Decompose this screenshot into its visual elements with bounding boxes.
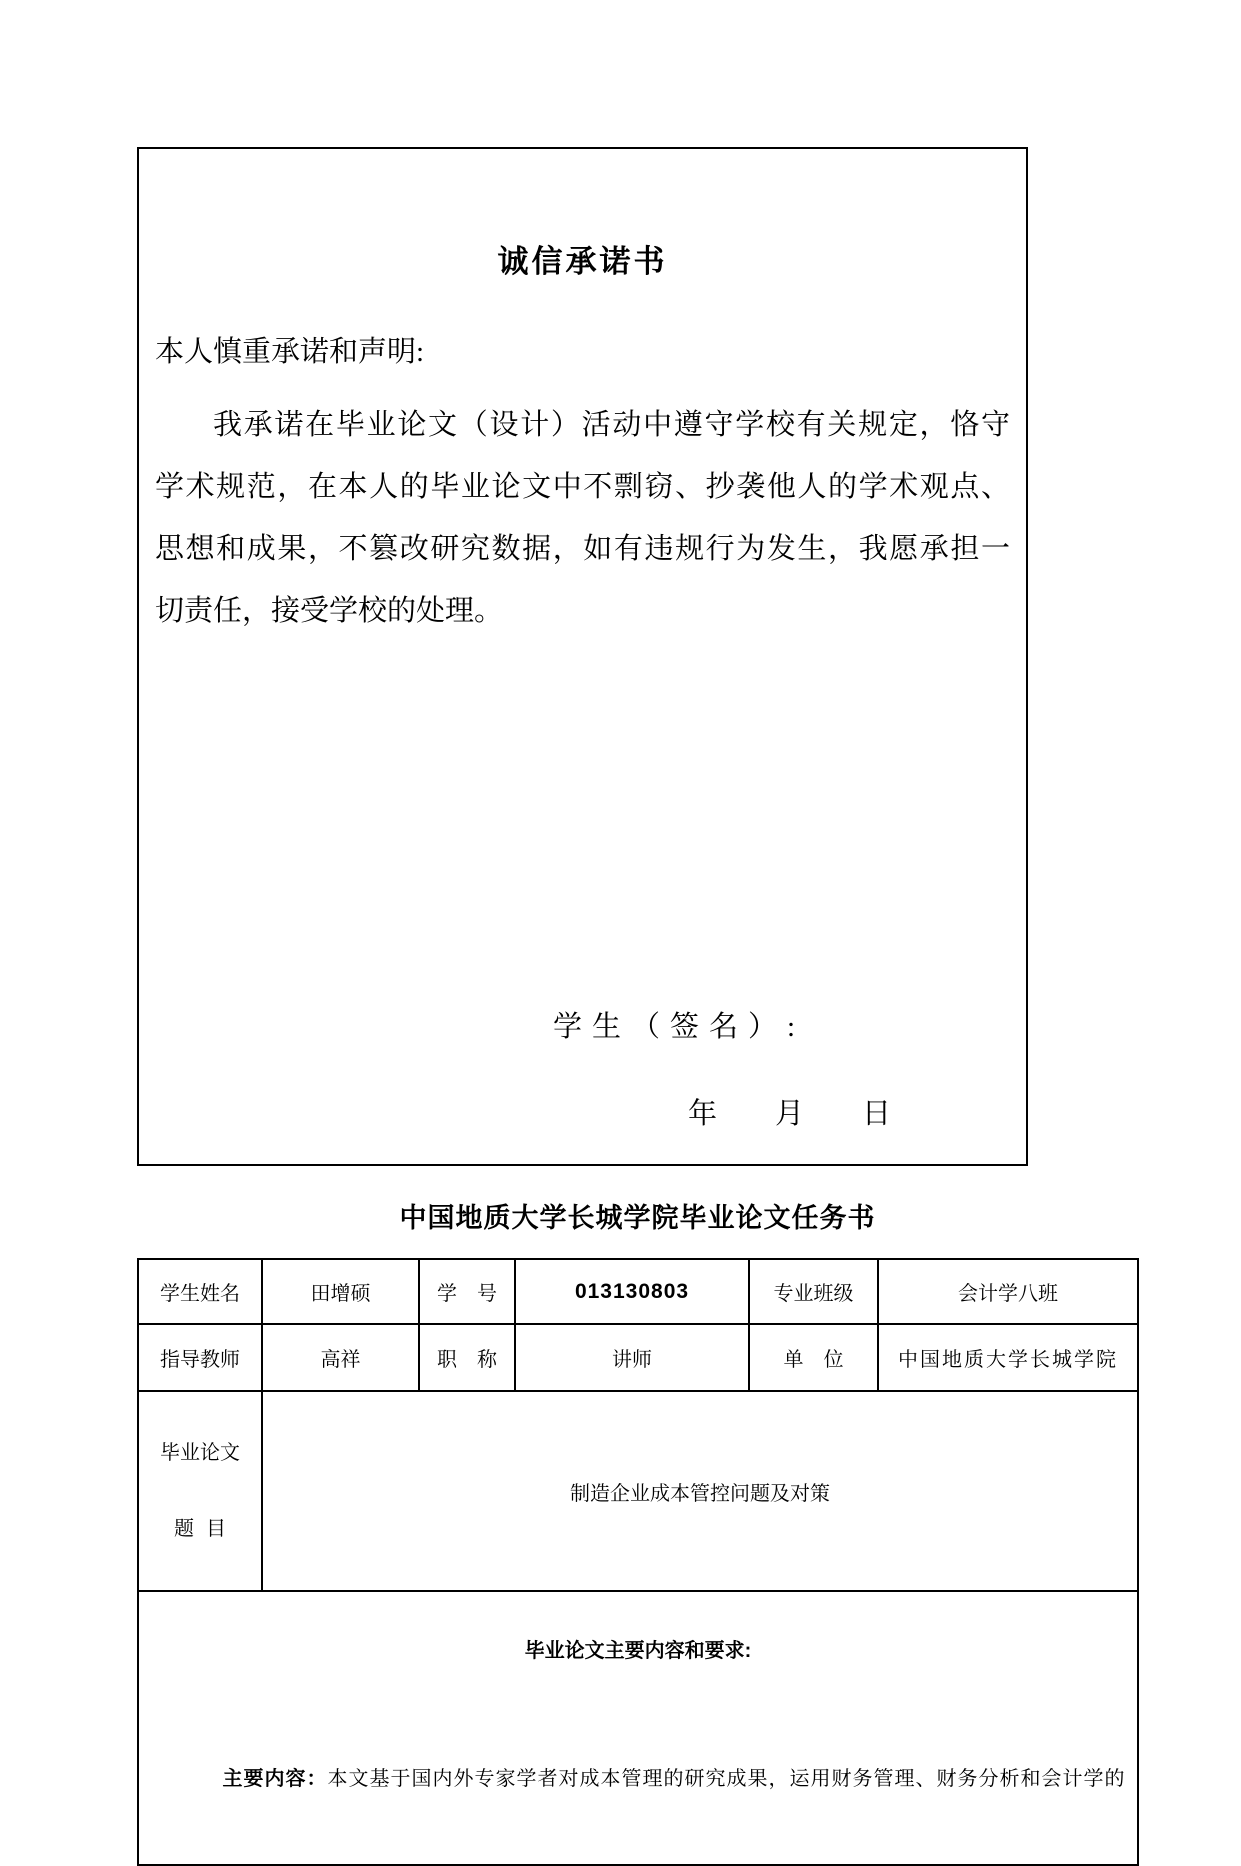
- unit-label: 单 位: [749, 1324, 878, 1391]
- date-line: 年 月 日: [688, 1098, 892, 1130]
- pledge-body-line: 切责任，接受学校的处理。: [155, 595, 504, 627]
- requirements-heading: 毕业论文主要内容和要求:: [524, 1640, 752, 1662]
- requirements-content-label: 主要内容：: [222, 1768, 328, 1790]
- student-id-label: 学 号: [419, 1259, 515, 1324]
- unit-value: 中国地质大学长城学院: [878, 1324, 1138, 1391]
- student-id-value: 013130803: [515, 1259, 749, 1324]
- table-row: [138, 1324, 1138, 1391]
- student-name-label: 学生姓名: [138, 1259, 262, 1324]
- class-label: 专业班级: [749, 1259, 878, 1324]
- taskbook-title: 中国地质大学长城学院毕业论文任务书: [399, 1203, 876, 1233]
- class-value: 会计学八班: [878, 1259, 1138, 1324]
- rank-label: 职 称: [419, 1324, 515, 1391]
- pledge-declaration: 本人慎重承诺和声明:: [155, 336, 425, 368]
- rank-value: 讲师: [515, 1324, 749, 1391]
- thesis-title-label-line1: 毕业论文: [160, 1442, 240, 1464]
- table-row: [138, 1259, 1138, 1324]
- taskbook-info-table: [137, 1258, 1139, 1866]
- student-signature-line: 学生（签名）:: [553, 1011, 806, 1043]
- table-row: [138, 1391, 1138, 1591]
- advisor-label: 指导教师: [138, 1324, 262, 1391]
- pledge-body-line: 思想和成果，不篡改研究数据，如有违规行为发生，我愿承担一: [155, 533, 1010, 565]
- integrity-pledge-box: [137, 147, 1028, 1166]
- pledge-body-line: 我承诺在毕业论文（设计）活动中遵守学校有关规定，恪守: [213, 409, 1010, 441]
- requirements-content: [139, 1740, 1137, 1818]
- requirements-content-text: 本文基于国内外专家学者对成本管理的研究成果，运用财务管理、财务分析和会计学的: [327, 1768, 1126, 1790]
- requirements-cell: [138, 1591, 1138, 1865]
- pledge-body-line: 学术规范，在本人的毕业论文中不剽窃、抄袭他人的学术观点、: [155, 471, 1010, 503]
- student-name-value: 田增硕: [262, 1259, 419, 1324]
- table-row: [138, 1591, 1138, 1865]
- thesis-title-label-line2: 题目: [174, 1518, 238, 1540]
- thesis-title-label: [138, 1391, 262, 1591]
- pledge-paragraph: [155, 394, 1010, 642]
- advisor-name-value: 高祥: [262, 1324, 419, 1391]
- thesis-title-value: 制造企业成本管控问题及对策: [262, 1391, 1138, 1591]
- pledge-title: 诚信承诺书: [497, 244, 668, 279]
